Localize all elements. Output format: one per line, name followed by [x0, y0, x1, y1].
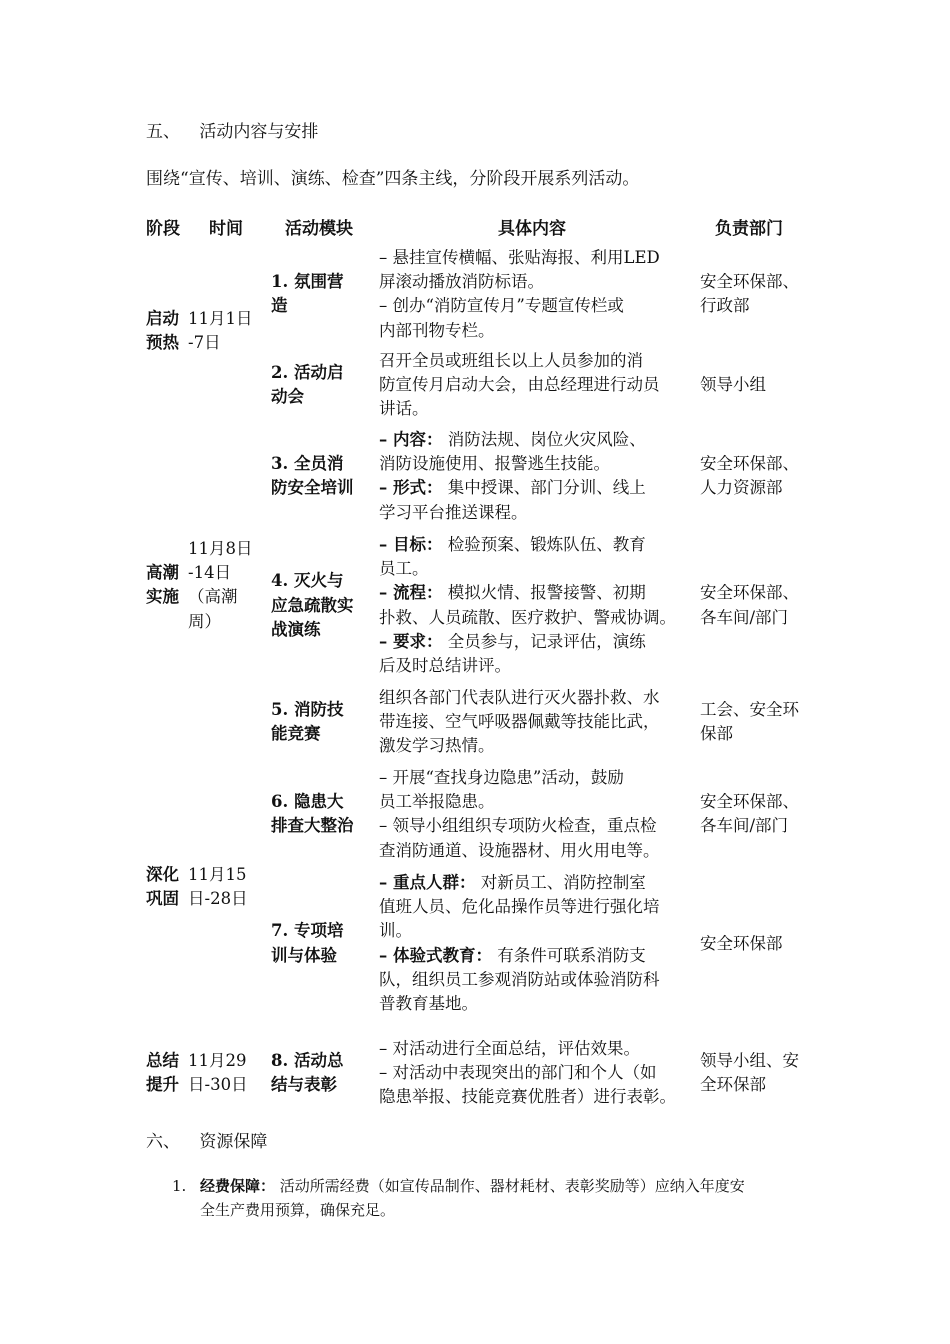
section6-title: 资源保障 [199, 1132, 268, 1152]
content-line [379, 452, 646, 476]
content-line [379, 373, 660, 397]
dept-line: 领导小组、安 [700, 1051, 799, 1071]
stage-cell [146, 561, 179, 609]
content-line [379, 581, 676, 605]
resource-label: 经费保障： [200, 1177, 276, 1195]
content-cell [379, 686, 660, 759]
module-line: 3. 全员消 [271, 454, 344, 474]
header-time: 时间 [209, 219, 243, 239]
content-line [379, 501, 646, 525]
module-line: 能竞赛 [271, 724, 321, 744]
content-text: 学习平台推送课程。 [379, 502, 528, 522]
content-text: 讲话。 [379, 399, 429, 419]
content-line [379, 270, 660, 294]
content-line [379, 766, 660, 790]
dept-cell [700, 790, 799, 838]
content-line [379, 397, 660, 421]
content-line [379, 319, 660, 343]
stage-line: 启动 [146, 308, 179, 328]
content-line [379, 246, 660, 270]
module-line: 应急疏散实 [271, 595, 354, 615]
content-text: 普教育基地。 [379, 994, 478, 1014]
content-line [379, 686, 660, 710]
content-text: 消防法规、岗位火灾风险、 [442, 430, 646, 449]
content-label: – 体验式教育： [379, 945, 492, 965]
content-text: 值班人员、危化品操作员等进行强化培 [379, 897, 660, 917]
resource-num: 1. [172, 1177, 187, 1195]
content-line [379, 557, 676, 581]
content-label: – 目标： [379, 535, 443, 554]
module-line: 7. 专项培 [271, 921, 344, 941]
module-line: 8. 活动总 [271, 1051, 344, 1071]
dept-line: 全环保部 [700, 1075, 766, 1095]
stage-line: 实施 [146, 587, 179, 607]
stage-line: 深化 [146, 864, 179, 884]
content-text: 模拟火情、报警接警、初期 [442, 583, 646, 603]
module-line: 1. 氛围营 [271, 272, 344, 292]
resource-text-line: 活动所需经费（如宣传品制作、器材耗材、表彰奖励等）应纳入年度安 [275, 1177, 745, 1195]
dept-cell [700, 1049, 799, 1097]
content-text: – 领导小组组织专项防火检查，重点检 [379, 816, 657, 836]
content-line [379, 992, 660, 1016]
module-line: 动会 [271, 387, 304, 407]
dept-line: 领导小组 [700, 375, 766, 395]
time-line: （高潮 [188, 587, 238, 607]
content-text: 防宣传月启动大会，由总经理进行动员 [379, 375, 660, 395]
content-text: 屏滚动播放消防标语。 [379, 272, 544, 292]
stage-cell [146, 1049, 179, 1097]
dept-line: 安全环保部、 [700, 454, 799, 474]
content-cell [379, 1037, 676, 1110]
dept-line: 各车间/部门 [700, 816, 789, 836]
time-line: 11月15 [188, 864, 247, 884]
stage-cell [146, 863, 179, 911]
content-line [379, 630, 676, 654]
stage-line: 提升 [146, 1075, 179, 1095]
content-line [379, 839, 660, 863]
stage-line: 总结 [146, 1051, 179, 1071]
content-text: 内部刊物专栏。 [379, 320, 495, 340]
content-label: – 重点人群： [379, 873, 476, 892]
content-line [379, 294, 660, 318]
content-line [379, 871, 660, 895]
dept-cell [700, 270, 799, 318]
time-cell [188, 863, 248, 911]
content-line [379, 1085, 676, 1109]
dept-cell [700, 932, 783, 956]
dept-line: 行政部 [700, 296, 750, 316]
module-cell [271, 698, 343, 746]
content-text: 队，组织员工参观消防站或体验消防科 [379, 969, 660, 989]
time-cell [188, 307, 253, 355]
content-line [379, 1037, 676, 1061]
content-line [379, 606, 676, 630]
dept-cell [700, 452, 799, 500]
content-label: – 内容： [379, 430, 443, 449]
content-text: 员工举报隐患。 [379, 792, 495, 812]
content-line [379, 710, 660, 734]
content-text: 后及时总结讲评。 [379, 656, 511, 676]
time-line: 日-30日 [188, 1075, 248, 1095]
module-line: 6. 隐患大 [271, 792, 344, 812]
module-line: 造 [271, 296, 288, 316]
content-text: 查消防通道、设施器材、用火用电等。 [379, 840, 660, 860]
section6-num: 六、 [146, 1132, 180, 1152]
content-text: – 开展“查找身边隐患”活动，鼓励 [379, 768, 624, 787]
stage-line: 高潮 [146, 563, 179, 583]
time-line: 日-28日 [188, 889, 248, 908]
content-text: 检验预案、锻炼队伍、教育 [442, 535, 646, 554]
section5-heading [146, 117, 318, 142]
dept-line: 安全环保部、 [700, 792, 799, 812]
content-text: 员工。 [379, 559, 429, 579]
module-cell [271, 361, 343, 409]
content-cell [379, 246, 660, 343]
time-line: 11月8日 [188, 538, 253, 558]
time-line: 11月1日 [188, 308, 253, 328]
module-line: 结与表彰 [271, 1075, 337, 1095]
content-line [379, 734, 660, 758]
content-line [379, 968, 660, 992]
content-text: 带连接、空气呼吸器佩戴等技能比武， [379, 712, 660, 732]
section6-heading [146, 1127, 267, 1152]
time-line: 周） [188, 611, 221, 631]
content-line [379, 919, 660, 943]
header-module: 活动模块 [285, 219, 353, 239]
stage-line: 预热 [146, 332, 179, 352]
module-line: 2. 活动启 [271, 363, 344, 383]
content-text: 召开全员或班组长以上人员参加的消 [379, 351, 643, 370]
content-line [379, 654, 676, 678]
time-line: 11月29 [188, 1051, 247, 1071]
content-text: – 悬挂宣传横幅、张贴海报、利用LED [379, 248, 660, 267]
module-line: 4. 灭火与 [271, 571, 344, 591]
stage-cell [146, 307, 179, 355]
content-text: 激发学习热情。 [379, 736, 495, 756]
content-line [379, 814, 660, 838]
module-line: 防安全培训 [271, 478, 354, 498]
header-stage: 阶段 [146, 219, 180, 239]
dept-cell [700, 373, 766, 397]
content-line [379, 944, 660, 968]
time-cell [188, 1049, 248, 1097]
time-line: -7日 [188, 332, 221, 352]
content-text: 隐患举报、技能竞赛优胜者）进行表彰。 [379, 1087, 676, 1107]
content-label: – 要求： [379, 631, 443, 651]
header-content: 具体内容 [498, 219, 566, 239]
module-cell [271, 1049, 343, 1097]
content-text: – 对活动中表现突出的部门和个人（如 [379, 1063, 657, 1083]
dept-line: 安全环保部、 [700, 583, 799, 603]
content-line [379, 790, 660, 814]
content-text: 训。 [379, 921, 412, 941]
content-cell [379, 533, 676, 678]
module-cell [271, 569, 354, 642]
module-line: 训与体验 [271, 945, 337, 965]
dept-cell [700, 698, 799, 746]
content-cell [379, 871, 660, 1016]
resource-text-line: 全生产费用预算，确保充足。 [200, 1201, 396, 1219]
intro-paragraph: 围绕“宣传、培训、演练、检查”四条主线，分阶段开展系列活动。 [146, 169, 640, 189]
dept-line: 人力资源部 [700, 478, 783, 498]
dept-line: 各车间/部门 [700, 607, 789, 627]
content-text: 组织各部门代表队进行灭火器扑救、水 [379, 688, 660, 707]
content-text: 全员参与，记录评估，演练 [442, 631, 646, 651]
dept-line: 安全环保部 [700, 933, 783, 953]
content-text: 对新员工、消防控制室 [475, 873, 646, 892]
dept-line: 安全环保部、 [700, 272, 799, 292]
content-cell [379, 428, 646, 525]
dept-cell [700, 581, 799, 629]
content-label: – 流程： [379, 583, 443, 603]
section5-num: 五、 [146, 122, 180, 142]
content-text: 有条件可联系消防支 [492, 945, 646, 965]
module-cell [271, 790, 354, 838]
content-line [379, 1061, 676, 1085]
content-label: – 形式： [379, 478, 443, 498]
content-line [379, 428, 646, 452]
content-line [379, 533, 676, 557]
content-text: 扑救、人员疏散、医疗救护、警戒协调。 [379, 607, 676, 627]
section5-title: 活动内容与安排 [199, 122, 319, 142]
stage-line: 巩固 [146, 889, 179, 908]
content-line [379, 895, 660, 919]
content-text: 消防设施使用、报警逃生技能。 [379, 454, 610, 474]
module-cell [271, 452, 354, 500]
content-text: – 对活动进行全面总结，评估效果。 [379, 1039, 640, 1058]
dept-line: 保部 [700, 724, 733, 744]
dept-line: 工会、安全环 [700, 700, 799, 720]
module-line: 战演练 [271, 619, 321, 639]
module-line: 排查大整治 [271, 816, 354, 836]
content-text: 集中授课、部门分训、线上 [442, 478, 646, 498]
time-line: -14日 [188, 563, 232, 583]
content-cell [379, 349, 660, 422]
header-dept: 负责部门 [715, 219, 783, 239]
content-cell [379, 766, 660, 863]
module-cell [271, 919, 343, 967]
content-text: – 创办“消防宣传月”专题宣传栏或 [379, 296, 624, 316]
time-cell [188, 537, 253, 634]
content-line [379, 476, 646, 500]
content-line [379, 349, 660, 373]
module-line: 5. 消防技 [271, 700, 344, 720]
module-cell [271, 270, 343, 318]
